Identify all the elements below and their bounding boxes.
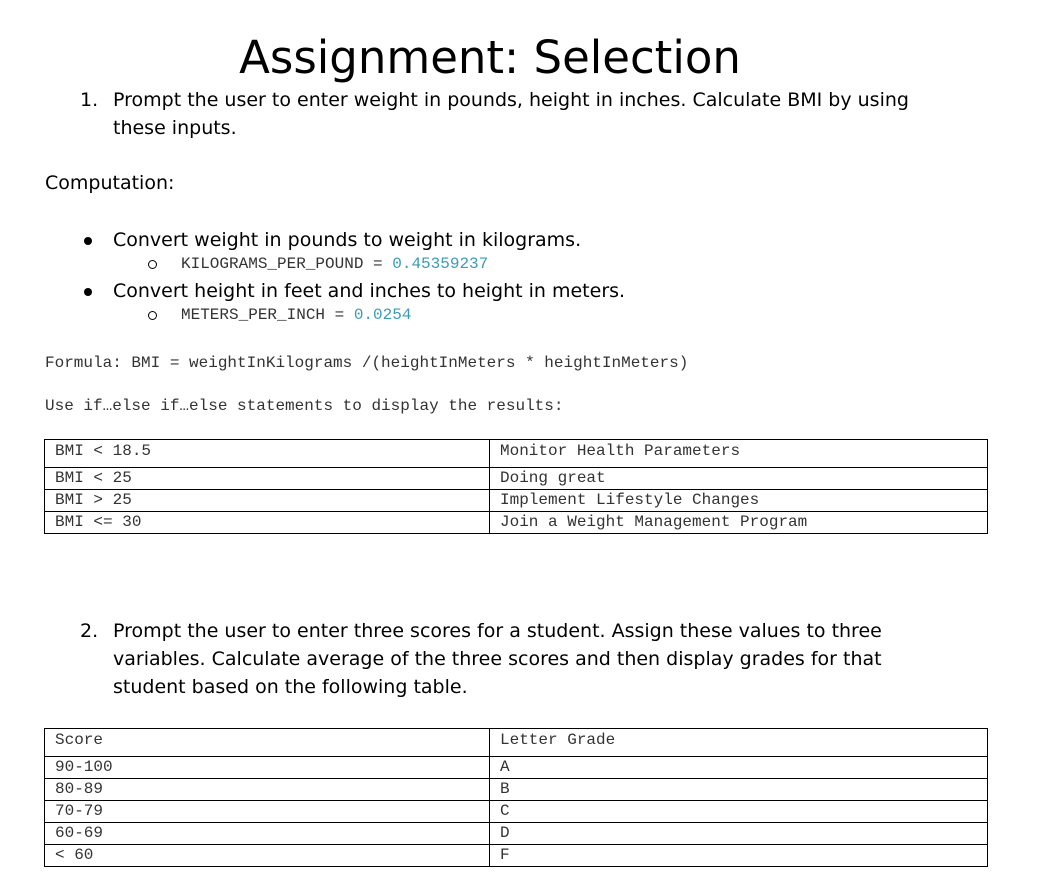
table-cell: D (490, 823, 988, 845)
table-row (45, 823, 988, 845)
question-1-text: Prompt the user to enter weight in pounds, height in inches. Calculate BMI by using these inputs. (113, 89, 909, 139)
table-cell: 80-89 (45, 779, 490, 801)
table-cell: Doing great (490, 468, 988, 490)
table-cell: Letter Grade (490, 729, 988, 757)
table-cell: Implement Lifestyle Changes (490, 490, 988, 512)
table-row (45, 779, 988, 801)
question-2-text: Prompt the user to enter three scores for a student. Assign these values to three variables. Calculate average of the three scores and then display grades for that student based on the following table. (113, 620, 882, 698)
table-cell: 60-69 (45, 823, 490, 845)
formula-text: Formula: BMI = weightInKilograms /(heightInMeters * heightInMeters) (45, 354, 689, 372)
sub-bullet-item (146, 254, 488, 274)
table-cell: BMI < 25 (45, 468, 490, 490)
grade-table (44, 728, 988, 867)
question-2-number: 2. (80, 620, 99, 642)
table-cell: A (490, 757, 988, 779)
question-2 (80, 617, 960, 701)
bullet-item (80, 228, 581, 252)
table-cell: BMI < 18.5 (45, 440, 490, 468)
bullet-text: Convert height in feet and inches to height in meters. (113, 280, 626, 302)
table-row (45, 490, 988, 512)
table-row (45, 757, 988, 779)
constant-name: KILOGRAMS_PER_POUND = (181, 255, 393, 273)
hollow-circle-icon (148, 260, 157, 269)
bullet-text: Convert weight in pounds to weight in kilograms. (113, 229, 582, 251)
table-row (45, 729, 988, 757)
table-cell: Join a Weight Management Program (490, 512, 988, 534)
sub-bullet-item (146, 305, 411, 325)
table-cell: 90-100 (45, 757, 490, 779)
table-row (45, 845, 988, 867)
page-title: Assignment: Selection (239, 31, 741, 85)
computation-label: Computation: (45, 172, 175, 194)
table-cell: B (490, 779, 988, 801)
table-cell: C (490, 801, 988, 823)
table-row (45, 801, 988, 823)
table-cell: Score (45, 729, 490, 757)
question-1-number: 1. (80, 89, 99, 111)
constant-value: 0.45359237 (392, 255, 489, 273)
bullet-dot-icon (84, 237, 92, 245)
use-statement-text: Use if…else if…else statements to display the results: (45, 397, 564, 415)
bullet-dot-icon (84, 288, 92, 296)
table-cell: BMI > 25 (45, 490, 490, 512)
constant-value: 0.0254 (353, 306, 412, 324)
table-row (45, 468, 988, 490)
bullet-item (80, 279, 625, 303)
table-cell: BMI <= 30 (45, 512, 490, 534)
table-cell: 70-79 (45, 801, 490, 823)
table-cell: < 60 (45, 845, 490, 867)
hollow-circle-icon (148, 311, 157, 320)
table-row (45, 440, 988, 468)
constant-name: METERS_PER_INCH = (181, 306, 354, 324)
question-1 (80, 86, 960, 142)
table-cell: Monitor Health Parameters (490, 440, 988, 468)
table-cell: F (490, 845, 988, 867)
bmi-table (44, 439, 988, 534)
table-row (45, 512, 988, 534)
